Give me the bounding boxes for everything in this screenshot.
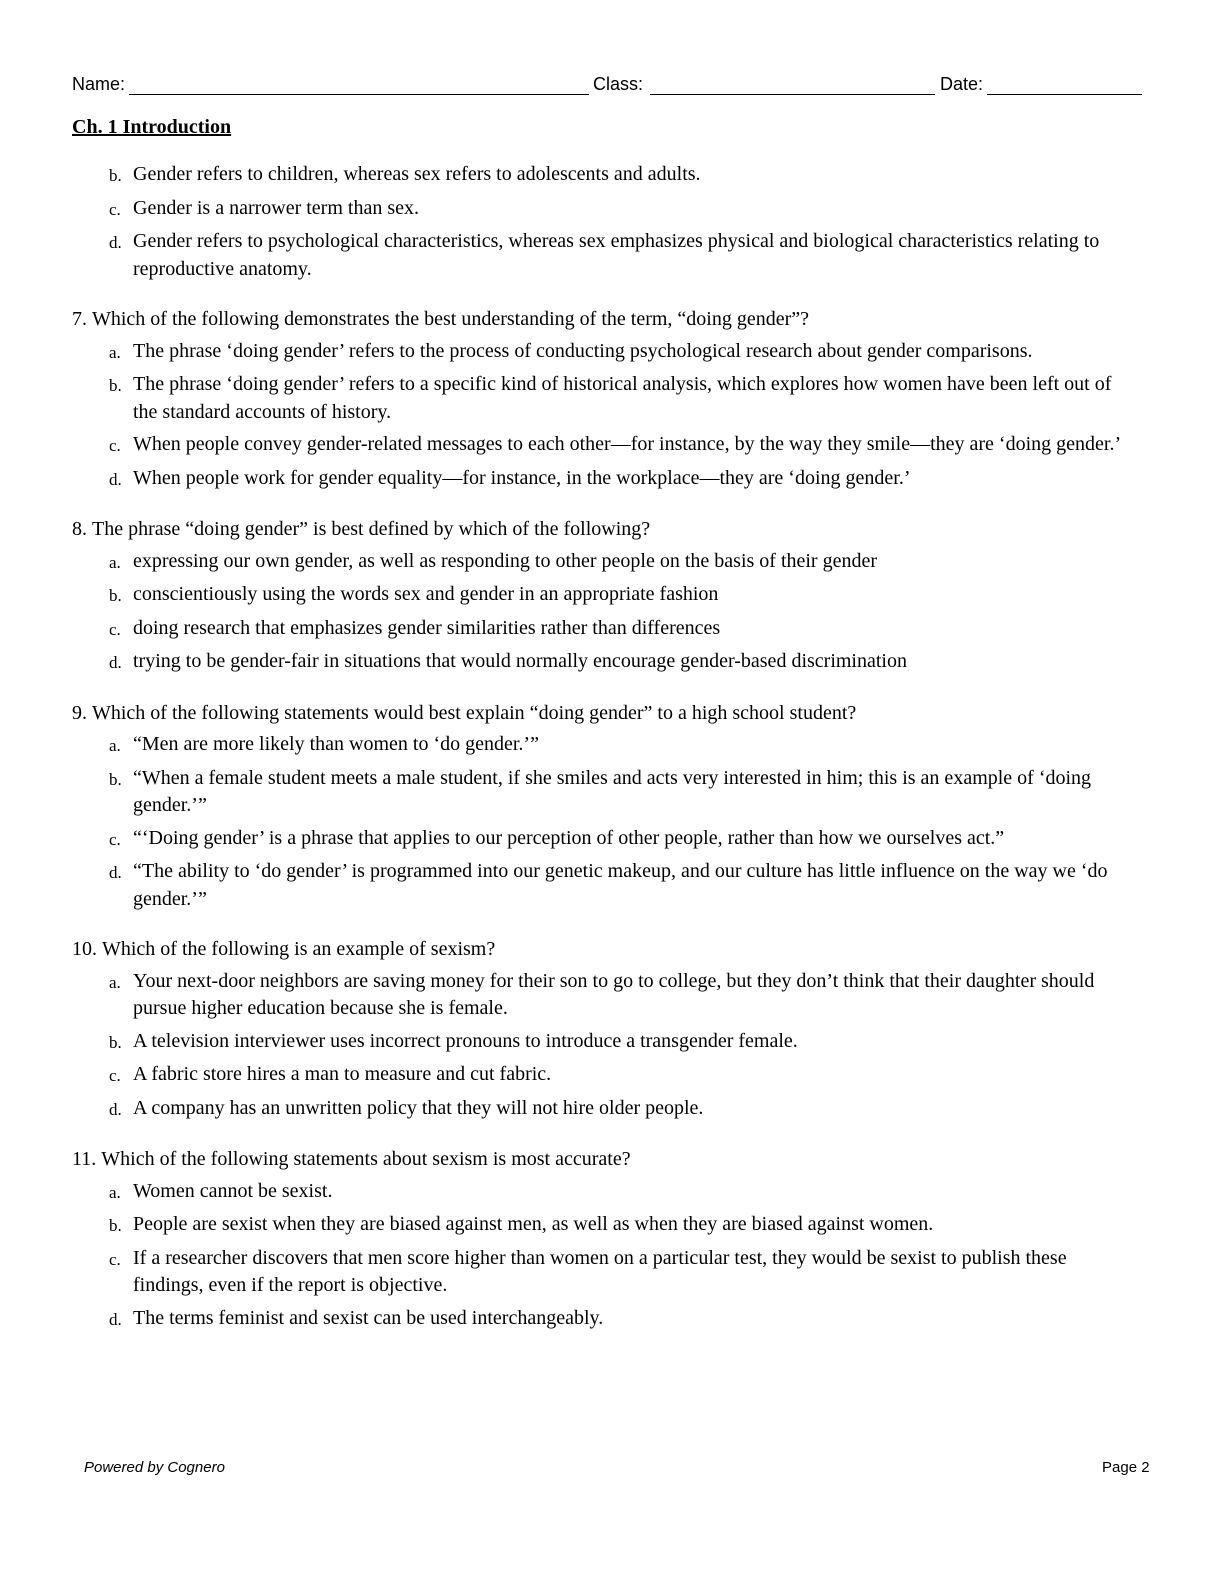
question-stem <box>72 1146 1122 1174</box>
answer-options <box>72 1178 1122 1334</box>
option-item <box>109 431 1122 460</box>
option-item <box>109 825 1122 854</box>
date-label: Date: <box>940 74 984 94</box>
option-text: “Men are more likely than women to ‘do gender.’” <box>133 733 539 755</box>
option-item <box>109 1245 1122 1300</box>
option-letter: d. <box>109 1099 122 1119</box>
option-text: The phrase ‘doing gender’ refers to the process of conducting psychological research about gender comparisons. <box>133 339 1033 362</box>
option-item <box>109 1178 1122 1207</box>
question-text: Which of the following statements would best explain “doing gender” to a high school student? <box>92 701 857 724</box>
option-text: conscientiously using the words sex and gender in an appropriate fashion <box>133 583 719 605</box>
option-letter: c. <box>109 619 121 639</box>
question-number: 11. <box>72 1148 97 1170</box>
option-text: A fabric store hires a man to measure and cut fabric. <box>133 1063 552 1085</box>
option-letter: b. <box>109 376 122 395</box>
question-number: 7. <box>72 308 87 330</box>
option-letter: d. <box>109 863 122 882</box>
option-letter: b. <box>109 1216 122 1235</box>
option-letter: a. <box>109 552 121 572</box>
option-text: A company has an unwritten policy that they will not hire older people. <box>133 1096 704 1119</box>
option-text: A television interviewer uses incorrect pronouns to introduce a transgender female. <box>133 1029 798 1052</box>
option-letter: c. <box>109 199 121 219</box>
question-text: Which of the following statements about sexism is most accurate? <box>101 1148 631 1170</box>
option-letter: d. <box>109 653 122 672</box>
option-item <box>109 228 1122 283</box>
option-text: Your next-door neighbors are saving money for their son to go to college, but they don’t think that their daughter should pursue higher education because she is female. <box>133 969 1095 1019</box>
option-text: Gender refers to children, whereas sex refers to adolescents and adults. <box>133 163 701 185</box>
question-8 <box>72 516 1122 677</box>
question-number: 8. <box>72 518 87 540</box>
option-text: “‘Doing gender’ is a phrase that applies to our perception of other people, rather than how we ourselves act.” <box>133 826 1005 849</box>
option-text: If a researcher discovers that men score higher than women on a particular test, they would be sexist to publish these findings, even if the report is objective. <box>133 1246 1067 1296</box>
option-letter: b. <box>109 166 122 185</box>
option-item <box>109 195 1122 224</box>
option-letter: b. <box>109 769 122 789</box>
option-letter: c. <box>109 436 121 455</box>
worksheet-header <box>72 72 1142 98</box>
option-item <box>109 1211 1122 1240</box>
continued-options <box>72 161 1122 283</box>
option-item <box>109 548 1122 577</box>
option-item <box>109 765 1122 820</box>
option-item <box>109 858 1122 913</box>
section-title: Ch. 1 Introduction <box>72 116 232 138</box>
option-text: Gender is a narrower term than sex. <box>133 196 419 219</box>
question-stem <box>72 936 1122 964</box>
option-text: When people work for gender equality—for instance, in the workplace—they are ‘doing gender.’ <box>133 466 911 489</box>
option-item <box>109 968 1122 1023</box>
option-letter: d. <box>109 1309 122 1329</box>
question-number: 10. <box>72 938 97 960</box>
question-11 <box>72 1146 1122 1333</box>
option-letter: d. <box>109 233 122 252</box>
option-letter: c. <box>109 829 121 849</box>
option-letter: c. <box>109 1066 121 1085</box>
continued-question <box>72 161 1122 283</box>
option-text: doing research that emphasizes gender similarities rather than differences <box>133 616 721 639</box>
option-item <box>109 1061 1122 1090</box>
name-field[interactable] <box>129 94 589 95</box>
question-text: Which of the following is an example of sexism? <box>102 938 496 960</box>
option-text: When people convey gender-related messages to each other—for instance, by the way they smile—they are ‘doing gender.’ <box>133 433 1122 455</box>
option-item <box>109 338 1122 367</box>
answer-options <box>72 548 1122 677</box>
option-item <box>109 581 1122 610</box>
answer-options <box>72 338 1122 494</box>
answer-options <box>72 968 1122 1124</box>
option-letter: a. <box>109 1182 121 1202</box>
class-label: Class: <box>593 74 644 94</box>
option-item <box>109 161 1122 190</box>
question-10 <box>72 936 1122 1123</box>
date-field[interactable] <box>987 94 1142 95</box>
powered-by-footer: Powered by Cognero <box>84 1459 225 1476</box>
option-letter: b. <box>109 1032 122 1052</box>
option-text: Women cannot be sexist. <box>133 1179 333 1202</box>
option-text: The phrase ‘doing gender’ refers to a specific kind of historical analysis, which explores how women have been left out of the standard accounts of history. <box>133 373 1112 423</box>
option-letter: c. <box>109 1249 121 1269</box>
question-text: The phrase “doing gender” is best defined by which of the following? <box>92 518 651 540</box>
question-stem <box>72 306 1122 334</box>
option-text: trying to be gender-fair in situations that would normally encourage gender-based discrimination <box>133 650 907 672</box>
option-letter: a. <box>109 736 121 755</box>
answer-options <box>72 731 1122 913</box>
option-letter: b. <box>109 586 122 605</box>
class-field[interactable] <box>650 94 935 95</box>
question-text: Which of the following demonstrates the best understanding of the term, “doing gender”? <box>92 308 810 330</box>
question-7 <box>72 306 1122 493</box>
question-stem <box>72 516 1122 544</box>
question-9 <box>72 700 1122 914</box>
option-item <box>109 465 1122 494</box>
question-number: 9. <box>72 701 87 724</box>
option-text: “The ability to ‘do gender’ is programmed into our genetic makeup, and our culture has little influence on the way we ‘do gender.’” <box>133 860 1108 910</box>
option-letter: a. <box>109 342 121 362</box>
option-item <box>109 615 1122 644</box>
name-label: Name: <box>72 74 126 94</box>
option-text: Gender refers to psychological characteristics, whereas sex emphasizes physical and biological characteristics relating to reproductive anatomy. <box>133 230 1100 280</box>
question-content <box>72 161 1122 1356</box>
option-letter: d. <box>109 469 122 489</box>
option-item <box>109 648 1122 677</box>
option-item <box>109 731 1122 760</box>
option-item <box>109 1095 1122 1124</box>
option-text: expressing our own gender, as well as responding to other people on the basis of their gender <box>133 549 878 572</box>
option-item <box>109 1305 1122 1334</box>
option-text: The terms feminist and sexist can be used interchangeably. <box>133 1306 604 1329</box>
page-number: Page 2 <box>1102 1459 1150 1476</box>
option-letter: a. <box>109 972 121 992</box>
option-text: “When a female student meets a male student, if she smiles and acts very interested in him; this is an example of ‘doing gender.’” <box>133 766 1092 816</box>
option-item <box>109 371 1122 426</box>
option-text: People are sexist when they are biased against men, as well as when they are biased against women. <box>133 1213 934 1235</box>
option-item <box>109 1028 1122 1057</box>
question-stem <box>72 700 1122 728</box>
